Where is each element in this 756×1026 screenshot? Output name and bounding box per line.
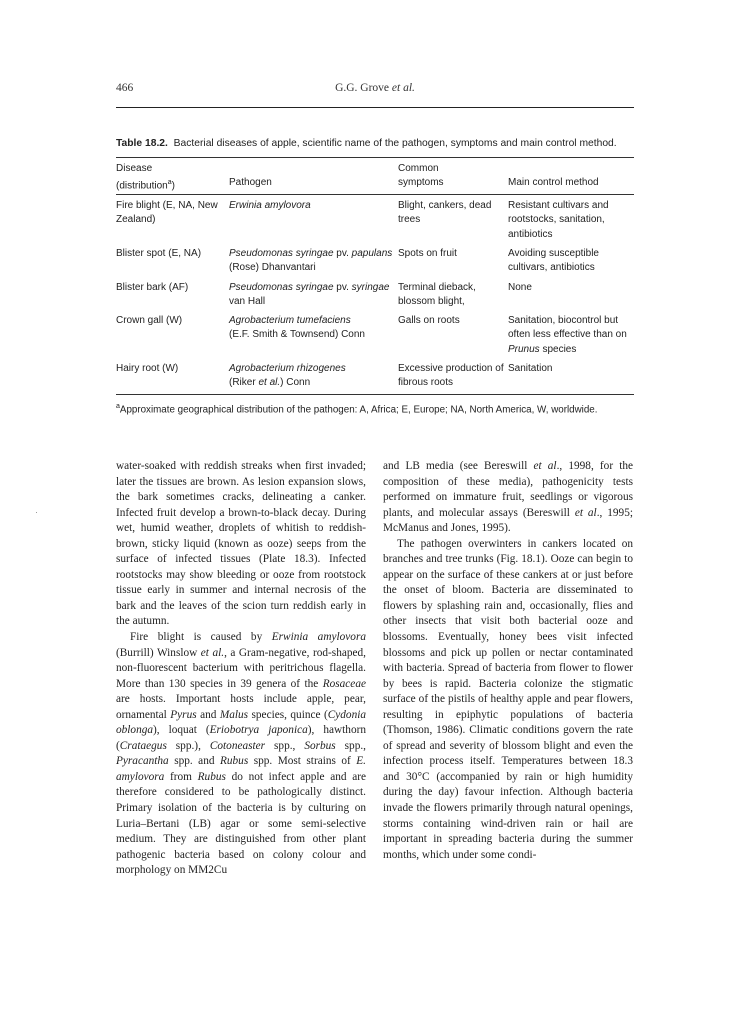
italic-text: Eriobotrya japonica <box>209 724 308 737</box>
row-disease: Blister bark (AF) <box>116 282 189 293</box>
italic-text: Rubus <box>219 755 249 768</box>
header-symptoms-line2: symptoms <box>398 177 444 189</box>
row-pathogen <box>229 314 397 343</box>
paragraph <box>383 459 633 537</box>
scan-speck <box>36 512 37 513</box>
text-run: ., 1995; McManus and Jones, 1995). <box>383 506 633 535</box>
row-control: Sanitation <box>508 363 553 374</box>
italic-text: Cydonia oblonga <box>116 708 367 737</box>
row-disease: Blister spot (E, NA) <box>116 248 202 259</box>
header-rule <box>116 107 634 108</box>
pathogen-species: Pseudomonas syringae <box>229 282 334 293</box>
text-run: spp.), <box>166 739 210 752</box>
italic-text: Pyrus <box>170 708 197 721</box>
page-number: 466 <box>116 82 134 94</box>
paragraph <box>116 630 366 879</box>
header-disease <box>116 162 228 194</box>
row-symptoms: Spots on fruit <box>398 248 457 259</box>
row-control <box>508 314 636 357</box>
text-run: are hosts. Important hosts include apple, pear, ornamental <box>116 693 366 721</box>
row-disease: Fire blight (E, NA, New Zealand) <box>116 200 218 226</box>
text-run: ), loquat ( <box>153 724 210 737</box>
authority-etal: et al. <box>258 377 281 389</box>
header-disease-pre: (distribution <box>116 180 168 192</box>
italic-text: Pyracantha <box>116 755 169 768</box>
italic-text: et al <box>574 506 597 519</box>
italic-text: E. amylovora <box>116 755 366 783</box>
table-row <box>116 314 634 358</box>
italic-text: Malus <box>219 708 249 721</box>
italic-text: Rubus <box>197 770 226 783</box>
table-row <box>116 247 634 277</box>
authority-pre: (Riker <box>229 377 259 389</box>
header-symptoms-line1: Common <box>398 163 439 174</box>
pathogen-authority: van Hall <box>229 296 266 308</box>
row-symptoms: Galls on roots <box>398 315 460 326</box>
pathogen-pathovar: papulans <box>351 248 393 259</box>
italic-text: Sorbus <box>304 739 336 752</box>
text-run: spp. Most strains of <box>248 755 357 768</box>
table-bottom-rule <box>116 394 634 395</box>
control-genus: Prunus <box>508 343 540 355</box>
authors-names: G.G. Grove <box>335 82 392 94</box>
italic-text: Cotoneaster <box>209 739 266 752</box>
row-control: Resistant cultivars and rootstocks, sanitation, antibiotics <box>508 200 609 240</box>
row-pathogen <box>229 281 397 310</box>
text-run: and <box>196 708 220 721</box>
control-text-end: species <box>539 343 577 355</box>
text-run: do not infect apple and are therefore considered to be pathologically distinct. Primary isolation of the bacteria is by culturing on Luria–Bertani (LB) agar or some semi-selective medium. They are distinguished from other plant pathogenic bacteria based on colony colour and morphology on MM2Cu <box>116 770 366 877</box>
row-pathogen <box>229 362 397 391</box>
table-row <box>116 362 634 392</box>
text-run: ., 1998, for the composition of these media), pathogenicity tests performed on immature fruit, seedlings or vigorous plants, and molecular assays (Bereswill <box>383 460 634 519</box>
italic-text: Rosaceae <box>322 677 366 690</box>
text-run: spp., <box>265 739 305 752</box>
header-symptoms <box>398 162 508 191</box>
italic-text: Erwinia amylovora <box>271 631 366 644</box>
table-header-rule <box>116 194 634 195</box>
pathogen-authority: (E.F. Smith & Townsend) Conn <box>229 329 365 341</box>
pathogen-pv: pv. <box>333 282 352 293</box>
header-control: Main control method <box>508 177 599 189</box>
text-run: spp., <box>335 739 366 752</box>
footnote-marker: a <box>116 403 120 410</box>
header-pathogen: Pathogen <box>229 177 272 189</box>
text-run: from <box>164 770 198 783</box>
authority-post: ) Conn <box>280 377 311 389</box>
header-disease-line1: Disease <box>116 163 153 174</box>
table-footnote <box>116 400 634 418</box>
table-caption-label: Table 18.2. <box>116 138 168 149</box>
pathogen-authority: (Rose) Dhanvantari <box>229 262 316 274</box>
row-symptoms: Excessive production of fibrous roots <box>398 363 504 389</box>
italic-text: et al. <box>200 646 225 659</box>
header-disease-line2 <box>116 176 228 194</box>
pathogen-species: Pseudomonas syringae <box>229 248 334 259</box>
row-disease: Crown gall (W) <box>116 315 183 326</box>
pathogen-species: Agrobacterium rhizogenes <box>229 363 346 374</box>
table-caption-text: Bacterial diseases of apple, scientific name of the pathogen, symptoms and main control method. <box>173 138 617 149</box>
running-head <box>116 80 634 100</box>
text-run: ), hawthorn ( <box>116 724 367 752</box>
table-header-row <box>116 162 634 192</box>
control-text: Sanitation, biocontrol but often less effective than on <box>508 315 627 341</box>
paragraph: The pathogen overwinters in cankers located on branches and tree trunks (Fig. 18.1). Ooze can begin to appear on the surface of these cankers at or just before the onset of bloom. Bacteria are disseminated to flowers by splashing rain and, occasionally, flies and other insects that visit both bacterial ooze and blossoms. Eventually, honey bees visit infected blossoms and pick up pollen or nectar contaminated with bacteria. Spread of bacteria from flower to flower by bees is rapid. Bacteria colonize the stigmatic surface of the pistils of healthy apple and pear flowers, resulting in epiphytic populations of bacteria (Thomson, 1986). Climatic conditions govern the rate of spread and severity of blossom blight and even the infection process itself. Temperatures between 18.3 and 30°C (accompanied by rain or high humidity during the day) favour infection. Although bacteria invade the flowers primarily through natural openings, storms containing wind-driven rain or hail are important in spreading bacteria during the summer months, which under some condi- <box>383 537 633 861</box>
footnote-text: Approximate geographical distribution of the pathogen: A, Africa; E, Europe; NA, North America, W, worldwide. <box>119 404 598 416</box>
text-run: spp. and <box>168 755 220 768</box>
pathogen-species: Agrobacterium tumefaciens <box>229 315 351 326</box>
table-row <box>116 199 634 243</box>
header-disease-sup: a <box>167 179 172 187</box>
running-head-authors <box>116 82 634 94</box>
text-run: Fire blight is caused by <box>130 631 272 644</box>
row-control: None <box>508 282 532 293</box>
text-run: (Burrill) Winslow <box>116 646 201 659</box>
table-row <box>116 281 634 311</box>
text-run: species, quince ( <box>248 708 328 721</box>
table-top-rule <box>116 157 634 158</box>
table-caption <box>116 138 646 149</box>
row-symptoms: Blight, cankers, dead trees <box>398 200 492 226</box>
row-disease: Hairy root (W) <box>116 363 179 374</box>
row-pathogen <box>229 247 397 276</box>
body-column-left <box>116 459 366 879</box>
text-run: and LB media (see Bereswill <box>383 460 534 472</box>
row-symptoms: Terminal dieback, blossom blight, <box>398 282 476 308</box>
pathogen-pathovar: syringae <box>351 282 390 293</box>
body-column-right <box>383 459 633 863</box>
paragraph: water-soaked with reddish streaks when first invaded; later the tissues are brown. As lesion expansion slows, the bark sometimes cracks, delineating a canker. Infected fruit develop a brown-to-black decay. During wet, humid weather, droplets of whitish to reddish-brown, sticky liquid (known as ooze) seeps from the surface of infected tissues (Plate 18.3). Infected rootstocks may show bleeding or ooze from rootstock tissue early in summer and internal necrosis of the bark and the leaves of the scion turn reddish early in the autumn. <box>116 460 366 628</box>
authors-etal: et al. <box>391 82 415 94</box>
pathogen-pv: pv. <box>333 248 352 259</box>
pathogen-authority <box>229 376 397 390</box>
row-pathogen: Erwinia amylovora <box>229 200 311 211</box>
italic-text: Crataegus <box>119 739 167 752</box>
italic-text: et al <box>533 460 557 472</box>
header-disease-post: ) <box>171 180 175 192</box>
text-run: , a Gram-negative, rod-shaped, non-fluorescent bacterium with peritrichous flagella. More than 130 species in 39 genera of the <box>116 646 366 690</box>
row-control: Avoiding susceptible cultivars, antibiotics <box>508 248 599 274</box>
